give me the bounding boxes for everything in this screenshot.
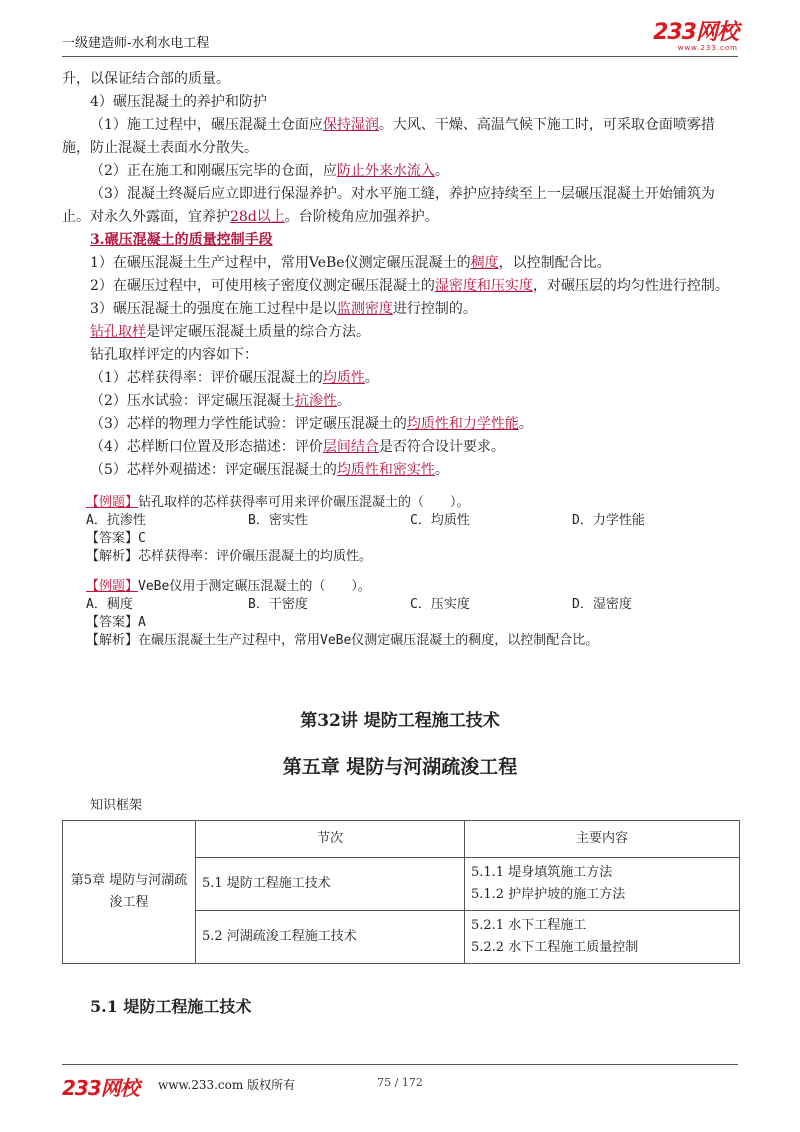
section-title: 5.1 堤防工程施工技术 <box>90 997 252 1016</box>
page-footer <box>62 1064 738 1104</box>
section-cell: 5.1 堤防工程施工技术 <box>196 858 465 911</box>
header-section: 节次 <box>196 821 465 858</box>
answer-text: 【答案】A <box>86 615 146 630</box>
lecture-title: 第32讲 堤防工程施工技术 <box>300 711 500 731</box>
highlight: 均质性和力学性能 <box>406 416 519 432</box>
paragraph: 钻孔取样是评定碾压混凝土质量的综合方法。 <box>90 324 370 340</box>
example-tag: 【例题】 <box>86 495 139 510</box>
option-b: B．干密度 <box>248 597 308 612</box>
example-question-1 <box>62 494 738 566</box>
table-header-row <box>63 821 740 858</box>
paragraph: （5）芯样外观描述：评定碾压混凝土的均质性和密实性。 <box>90 462 449 478</box>
page-number: 75 / 172 <box>377 1076 423 1089</box>
brand-logo <box>653 22 738 52</box>
option-a: A．稠度 <box>86 597 133 612</box>
paragraph: （2）压水试验：评定碾压混凝土抗渗性。 <box>90 393 351 409</box>
footer-divider <box>62 1064 738 1065</box>
paragraph: 3）碾压混凝土的强度在施工过程中是以监测密度进行控制的。 <box>90 301 477 317</box>
paragraph: （1）施工过程中，碾压混凝土仓面应保持湿润。大风、干燥、高温气候下施工时，可采取仓面喷雾措施，防止混凝土表面水分散失。 <box>62 117 715 156</box>
highlight: 湿密度和压实度 <box>434 278 533 294</box>
paragraph: （3）混凝土终凝后应立即进行保湿养护。对水平施工缝，养护应持续至上一层碾压混凝土开始铺筑为止。对永久外露面，宜养护28d以上。台阶棱角应加强养护。 <box>62 186 715 225</box>
paragraph: （1）芯样获得率：评价碾压混凝土的均质性。 <box>90 370 379 386</box>
logo-url: www.233.com <box>677 44 738 52</box>
options-row <box>86 596 738 614</box>
header-divider <box>62 56 738 57</box>
option-b: B．密实性 <box>248 513 308 528</box>
highlight: 28d以上 <box>230 209 285 225</box>
paragraph: 升，以保证结合部的质量。 <box>62 71 230 87</box>
highlight: 抗渗性 <box>294 393 337 409</box>
highlight: 层间结合 <box>322 439 379 455</box>
footer-copyright: www.233.com 版权所有 <box>158 1078 296 1092</box>
chapter-cell: 第5章 堤防与河湖疏浚工程 <box>63 821 196 964</box>
option-c: C．压实度 <box>410 597 470 612</box>
highlight: 保持湿润 <box>322 117 379 133</box>
highlight: 防止外来水流入 <box>336 163 435 179</box>
paragraph: （2）正在施工和刚碾压完毕的仓面，应防止外来水流入。 <box>90 163 449 179</box>
page-header <box>62 0 738 56</box>
highlight: 稠度 <box>470 255 499 271</box>
section-cell: 5.2 河湖疏浚工程施工技术 <box>196 911 465 964</box>
option-d: D．力学性能 <box>572 513 645 528</box>
highlight: 均质性 <box>322 370 365 386</box>
chapter-title: 第五章 堤防与河湖疏浚工程 <box>282 756 518 778</box>
option-c: C．均质性 <box>410 513 470 528</box>
content-item: 5.2.1 水下工程施工 <box>471 918 587 933</box>
paragraph: 钻孔取样评定的内容如下： <box>90 347 258 363</box>
paragraph: （3）芯样的物理力学性能试验：评定碾压混凝土的均质性和力学性能。 <box>90 416 533 432</box>
knowledge-table <box>62 820 740 964</box>
header-content: 主要内容 <box>465 821 740 858</box>
content-item: 5.1.1 堤身填筑施工方法 <box>471 865 613 880</box>
example-question-2 <box>62 578 738 650</box>
analysis-text: 【解析】芯样获得率：评价碾压混凝土的均质性。 <box>86 549 373 564</box>
header-title: 一级建造师-水利水电工程 <box>62 36 210 51</box>
paragraph: （4）芯样断口位置及形态描述：评价层间结合是否符合设计要求。 <box>90 439 505 455</box>
analysis-text: 【解析】在碾压混凝土生产过程中，常用VeBe仪测定碾压混凝土的稠度，以控制配合比。 <box>86 633 599 648</box>
answer-text: 【答案】C <box>86 531 146 546</box>
logo-text: 233网校 <box>653 20 738 45</box>
question-text: 【例题】VeBe仪用于测定碾压混凝土的（ ）。 <box>86 579 371 594</box>
paragraph: 1）在碾压混凝土生产过程中，常用VeBe仪测定碾压混凝土的稠度，以控制配合比。 <box>90 255 611 271</box>
paragraph: 2）在碾压过程中，可使用核子密度仪测定碾压混凝土的湿密度和压实度，对碾压层的均匀性进行控制。 <box>90 278 729 294</box>
highlight: 监测密度 <box>336 301 393 317</box>
body-text <box>62 68 738 650</box>
paragraph: 4）碾压混凝土的养护和防护 <box>90 94 267 110</box>
footer-logo: 233网校 <box>62 1076 139 1100</box>
content-item: 5.2.2 水下工程施工质量控制 <box>471 940 639 955</box>
content-cell <box>465 858 740 911</box>
question-text: 【例题】钻孔取样的芯样获得率可用来评价碾压混凝土的（ ）。 <box>86 495 470 510</box>
content-cell <box>465 911 740 964</box>
option-a: A．抗渗性 <box>86 513 146 528</box>
option-d: D．湿密度 <box>572 597 632 612</box>
content-item: 5.1.2 护岸护坡的施工方法 <box>471 887 626 902</box>
subheading: 3.碾压混凝土的质量控制手段 <box>90 232 273 248</box>
knowledge-framework-label: 知识框架 <box>90 798 143 813</box>
highlight: 钻孔取样 <box>90 324 146 340</box>
highlight: 均质性和密实性 <box>336 462 435 478</box>
example-tag: 【例题】 <box>86 579 139 594</box>
options-row <box>86 512 738 530</box>
